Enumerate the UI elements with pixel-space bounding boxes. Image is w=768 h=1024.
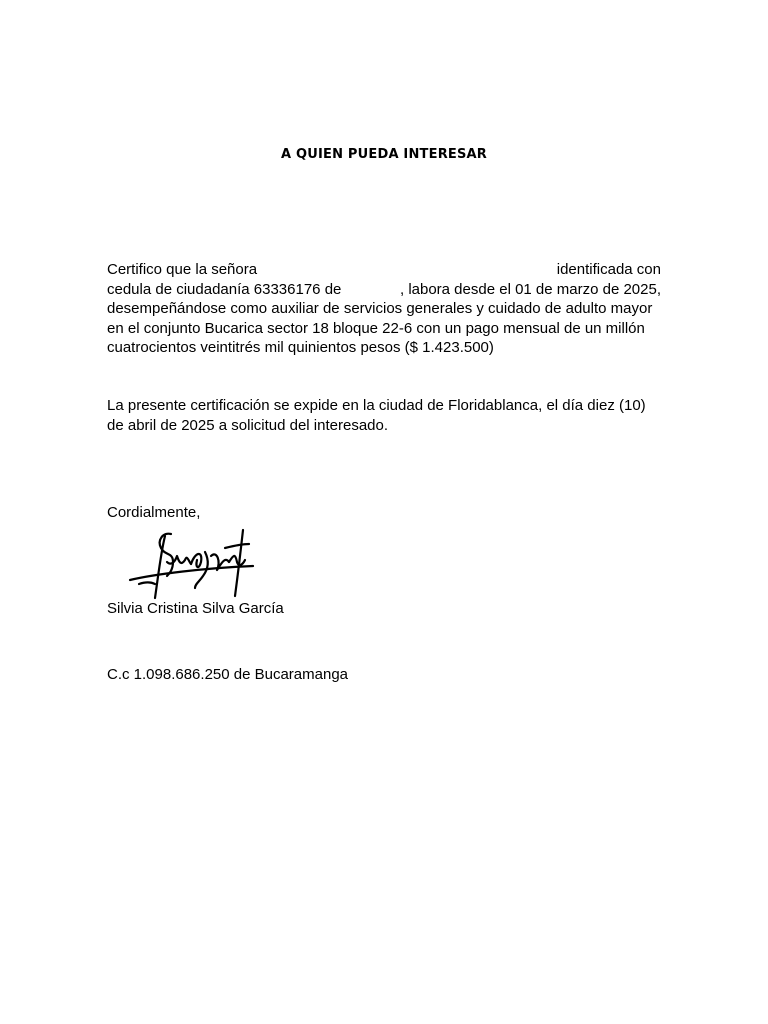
certification-paragraph xyxy=(107,260,661,358)
closing-salutation: Cordialmente, xyxy=(107,504,201,521)
paragraph-line: cuatrocientos veintitrés mil quinientos pesos ($ 1.423.500) xyxy=(107,339,494,356)
blank-name-gap xyxy=(257,260,557,280)
paragraph-line: La presente certificación se expide en la ciudad de Floridablanca, el día diez (10) xyxy=(107,397,646,414)
handwritten-signature xyxy=(125,522,260,604)
document-title: A QUIEN PUEDA INTERESAR xyxy=(280,147,488,162)
paragraph-text: identificada con xyxy=(556,261,661,278)
paragraph-line xyxy=(107,280,661,300)
signer-id: C.c 1.098.686.250 de Bucaramanga xyxy=(107,666,349,683)
paragraph-line: desempeñándose como auxiliar de servicios generales y cuidado de adulto mayor xyxy=(107,300,653,317)
issuance-paragraph xyxy=(107,396,661,435)
paragraph-line: en el conjunto Bucarica sector 18 bloque 22-6 con un pago mensual de un millón xyxy=(107,319,645,337)
paragraph-text: Certifico que la señora xyxy=(107,261,258,278)
paragraph-text: , labora desde el 01 de marzo de 2025, xyxy=(399,280,661,298)
signer-name: Silvia Cristina Silva García xyxy=(107,600,284,617)
paragraph-line: de abril de 2025 a solicitud del interesado. xyxy=(107,416,389,434)
paragraph-line xyxy=(107,260,661,280)
paragraph-text: cedula de ciudadanía 63336176 de xyxy=(107,280,342,298)
